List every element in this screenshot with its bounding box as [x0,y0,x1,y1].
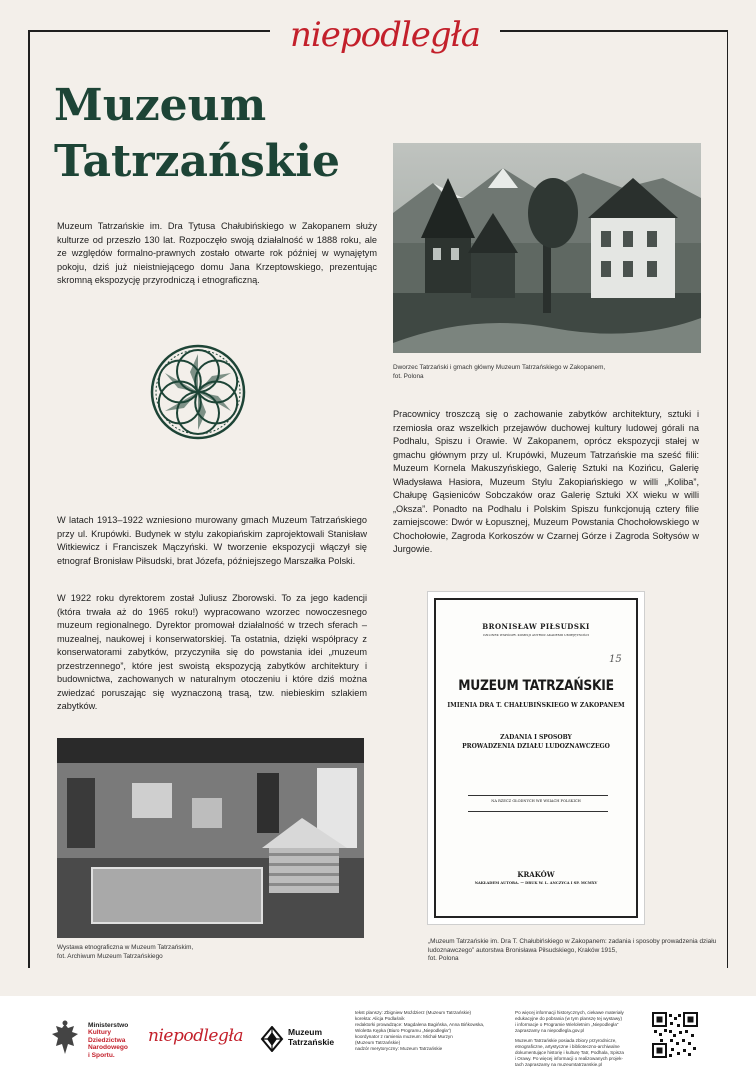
workers-paragraph: Pracownicy troszczą się o zachowanie zabytków architektury, sztuki i rzemiosła oraz wszelkich przejawów duchowej kultury ludowej górali na Podhalu, Spiszu i Orawie. W Zakopanem, oprócz ekspozycji stałej w gmachu głównym przy ul. Krupówki, Muzeum Tatrzańskie ma sześć filii: Muzeum Kornela Makuszyńskiego, Galerię Sztuki na Kozińcu, Galerię Władysława Hasiora, Muzeum Stylu Zakopiańskiego w willi „Koliba”, Chałupę Gąsieniców Sobczaków oraz Galerię Sztuki XX wieku w willi „Oksza”. Ponadto na Podhalu i Polskim Spiszu funkcjonują cztery filie zamiejscowe: Dwór w Łopusznej, Muzeum Powstania Chochołowskiego w Chochołowie, Zagroda Korkoszów w Czarnej Górze i Zagroda Sołtysów w Jurgowie. [393,409,699,554]
info-line-8: dokumentujące historię i kulturę Tatr, Podhala, Spisza [515,1050,624,1055]
footer [0,996,756,1080]
frame-left-line [28,30,30,968]
exhibition-photo-caption [57,944,357,961]
book-cover-caption [428,938,718,964]
page-title [54,78,374,190]
polish-eagle-icon [50,1020,80,1058]
book-imprint: NAKŁADEM AUTORA. — DRUK W. L. ANCZYCA I SP. MCMXV [474,881,598,885]
museum-logo-icon [260,1026,284,1052]
credit-line-3: redaktorki prowadzące: Magdalena Bagińska, Anna Bińkowska, [355,1022,485,1027]
museum-building-illustration [393,143,701,353]
book-cover-credit: fot. Polona [428,955,459,962]
director-paragraph: W 1922 roku dyrektorem został Juliusz Zborowski. To za jego kadencji (która trwała aż do 1965 roku!) wypracowano wzorzec nowoczesnego muzeum regionalnego. Dyrektor promował działalność w trzech sferach – muzealnej, naukowej i konserwatorskiej. Ta ostatnia, dzięki współpracy z konserwatorami zabytków, przyczyniła się do powstania idei „muzeum przestrzennego”, które jest swoistą ekspozycją zabytków architektury i budownictwa, zachowanych w naturalnym otoczeniu i które dziś można zwiedzać poruszając się wyznaczoną trasą, tzw. niebieskim szlakiem zabytków. [57,593,367,711]
niepodlegla-footer-logo: niepodległa [148,1026,243,1046]
exhibition-photo [57,738,364,938]
info-line-9: i Orawy. Po więcej informacji o realizowanych projek- [515,1056,623,1061]
book-cover-border [434,598,638,918]
exhibition-photo-credit: fot. Archiwum Muzeum Tatrzańskiego [57,952,163,960]
book-author-note: CZŁONEK WSPÓŁPR. KOMISJI ANTROP. AKADEMII UMIEJĘTNOŚCI [482,633,590,637]
info-line-2: edukacyjne do pobrania (w tym planszę tej wystawy) [515,1016,622,1021]
credits-block [355,1010,505,1052]
building-photo-caption [393,364,693,381]
exhibition-photo-caption-text: Wystawa etnograficzna w Muzeum Tatrzańskim, [57,944,194,951]
ministry-line-2: Kultury [88,1029,112,1037]
ministry-line-1: Ministerstwo [88,1022,129,1029]
info-line-7: etnograficzne, artystyczne i biblioteczno-archiwalne [515,1044,620,1049]
book-tasks-line2: PROWADZENIA DZIAŁU LUDOZNAWCZEGO [462,743,610,750]
ministry-line-4: Narodowego [88,1044,128,1052]
title-line-2: Tatrzańskie [54,136,340,187]
museum-logo-text [288,1028,334,1047]
info-line-1: Po więcej informacji historycznych, ciekawe materiały [515,1010,624,1015]
museum-building-photo [393,143,701,353]
book-handwritten-mark: 15 [609,654,622,665]
ministry-line-3: Dziedzictwa [88,1036,126,1044]
niepodlegla-logo: niepodległa [290,15,480,55]
info-line-4: zapraszamy na niepodlegla.gov.pl [515,1028,585,1033]
book-title: MUZEUM TATRZAŃSKIE [458,678,614,694]
frame-top-left-line [28,30,270,32]
exhibition-illustration [57,738,364,938]
book-banner: NA RZECZ GŁODNYCH WE WSIACH POLSKICH [491,799,581,803]
book-author: BRONISŁAW PIŁSUDSKI [482,622,590,631]
museum-logo-line-1: Muzeum [288,1027,322,1037]
ministry-line-5: i Sportu. [88,1051,115,1059]
credit-line-2: korekta: Alicja Podlaśnik [355,1016,405,1021]
ministry-logo-text [88,1022,143,1059]
info-line-6: Muzeum Tatrzańskie posiada zbiory przyrodnicze, [515,1038,617,1043]
building-photo-credit: fot. Polona [393,372,424,380]
info-line-10: tach zapraszamy na muzeumtatrzanskie.pl [515,1062,603,1067]
intro-paragraph: Muzeum Tatrzańskie im. Dra Tytusa Chałubińskiego w Zakopanem służy kulturze od przeszło 130 lat. Rozpoczęło swoją działalność w 1888 roku, ale ze względów formalno-prawnych zostało otwarte rok później w wynajętym pokoju, dziś już nieistniejącego domu Jana Krzeptowskiego, prezentując skromną ekspozycję przyrodniczą i etnograficzną. [57,221,377,285]
credit-line-1: tekst planszy: Zbigniew Moździerz (Muzeum Tatrzańskie) [355,1010,472,1015]
book-cover-image [428,592,644,924]
credit-line-5: koordynator z ramienia muzeum: Michał Murzyn [355,1034,453,1039]
info-block [515,1010,645,1068]
book-city: KRAKÓW [517,870,555,879]
frame-right-line [727,30,729,968]
building-paragraph: W latach 1913–1922 wzniesiono murowany gmach Muzeum Tatrzańskiego przy ul. Krupówki. Budynek w stylu zakopiańskim zaprojektowali Stanisław Witkiewicz i Franciszek Mączyński. W tworzenie ekspozycji włączył się etnograf Bronisław Piłsudski, brat Józefa, późniejszego Marszałka Polski. [57,515,367,566]
book-subtitle: IMIENIA DRA T. CHAŁUBIŃSKIEGO W ZAKOPANEM [447,702,625,709]
title-line-1: Muzeum [54,80,267,131]
book-tasks-line1: ZADANIA I SPOSOBY [500,734,572,741]
book-cover-caption-text: „Muzeum Tatrzańskie im. Dra T. Chałubińskiego w Zakopanem: zadania i sposoby prowadzenia działu ludoznawczego” autorstwa Bronisława Piłsudskiego, Kraków 1915, [428,938,717,954]
rosette-ornament [150,344,246,440]
credit-line-7: nadzór merytoryczny: Muzeum Tatrzańskie [355,1046,443,1051]
frame-top-right-line [500,30,728,32]
museum-logo-line-2: Tatrzańskie [288,1036,335,1047]
credit-line-6: (Muzeum Tatrzańskie) [355,1040,401,1045]
book-banner-box [468,795,608,812]
qr-code-icon[interactable] [652,1012,698,1058]
credit-line-4: Wioletta Kępka (Biuro Programu „Niepodległa”) [355,1028,451,1033]
building-photo-caption-text: Dworzec Tatrzański i gmach główny Muzeum Tatrzańskiego w Zakopanem, [393,364,606,371]
rosette-icon [150,344,246,440]
info-line-3: i informacje o Programie Wieloletnim „Niepodległa” [515,1022,619,1027]
